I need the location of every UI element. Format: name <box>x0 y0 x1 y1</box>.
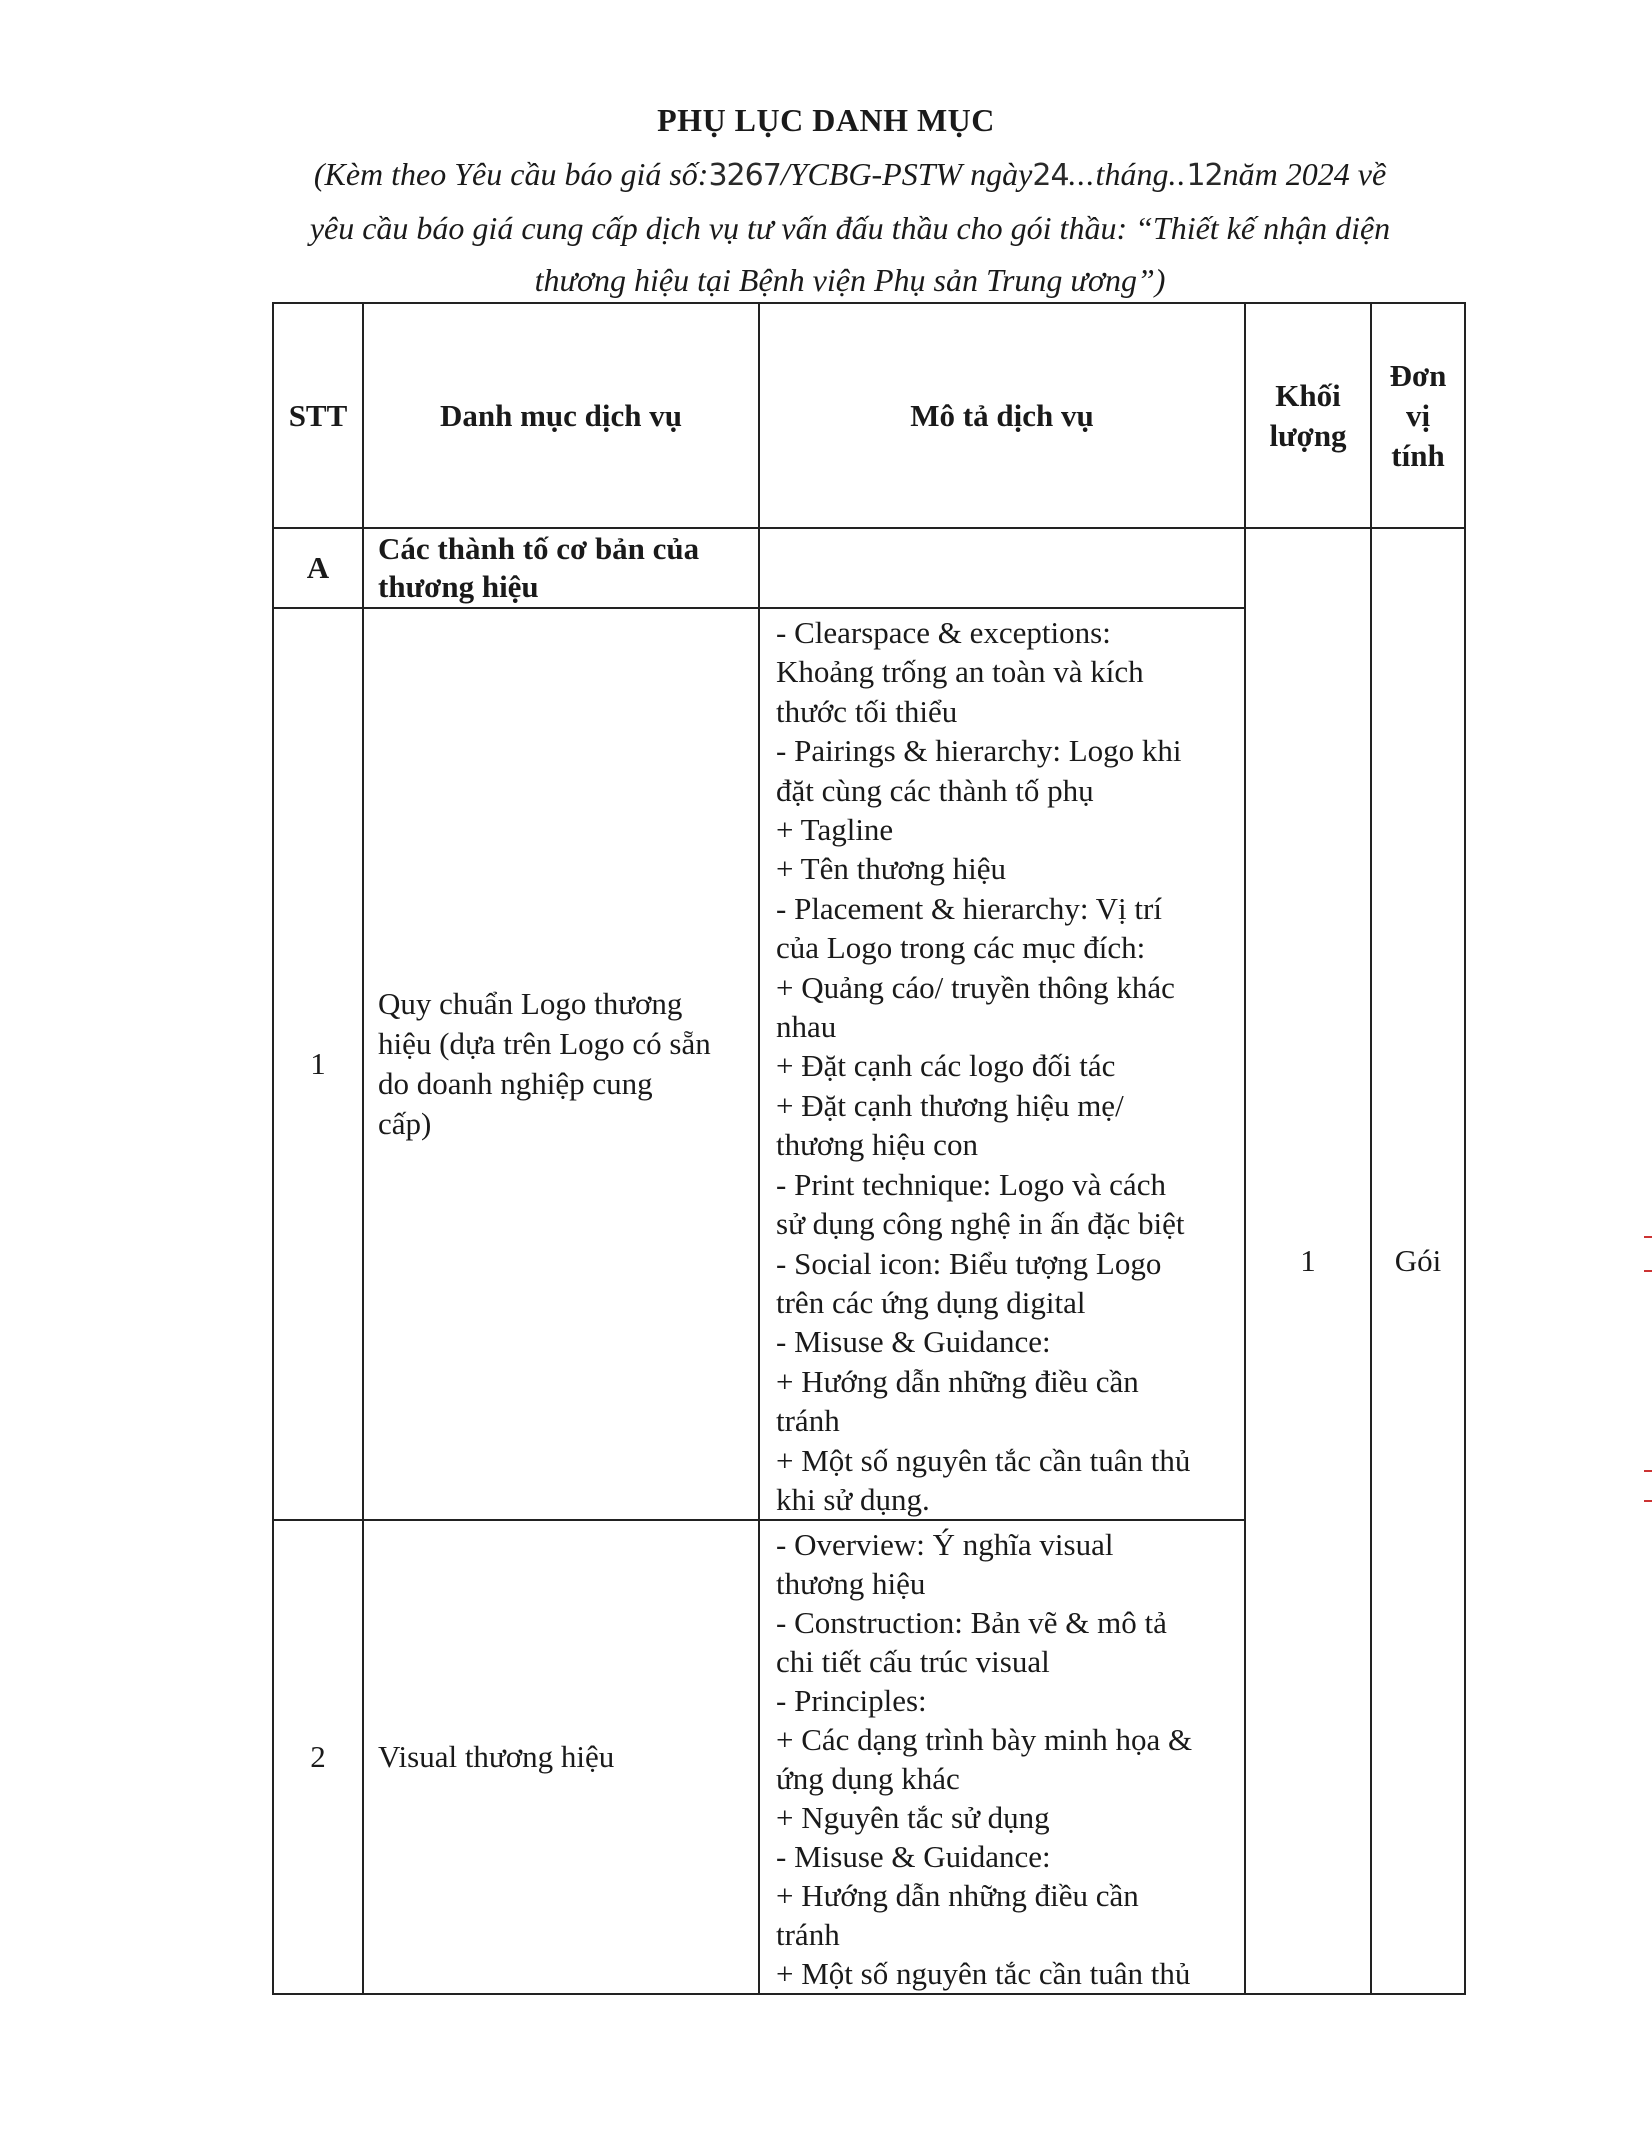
description-line: + Đặt cạnh các logo đối tác <box>776 1048 1116 1084</box>
description-line: tránh <box>776 1403 840 1439</box>
row-name <box>363 608 759 1520</box>
header-quantity-line: Khối <box>1275 377 1341 413</box>
description-line: - Pairings & hierarchy: Logo khi <box>776 733 1182 769</box>
section-name-line: thương hiệu <box>378 569 539 604</box>
row-name-line: do doanh nghiệp cung <box>378 1066 653 1102</box>
row-name-line: Quy chuẩn Logo thương <box>378 986 683 1022</box>
scan-margin-mark <box>1644 1236 1652 1238</box>
description-line: - Print technique: Logo và cách <box>776 1166 1166 1202</box>
handwritten-month: 12 <box>1186 158 1223 193</box>
subtitle-text: tháng <box>1095 156 1169 192</box>
section-name-line: Các thành tố cơ bản của <box>378 531 700 566</box>
description-line: + Các dạng trình bày minh họa & <box>776 1722 1193 1758</box>
unit-cell: Gói <box>1371 528 1465 1994</box>
description-line: + Nguyên tắc sử dụng <box>776 1800 1050 1836</box>
description-line: + Tên thương hiệu <box>776 851 1007 887</box>
row-stt: 2 <box>273 1520 363 1994</box>
description-line: sử dụng công nghệ in ấn đặc biệt <box>776 1206 1185 1242</box>
header-unit <box>1371 303 1465 528</box>
section-name <box>363 528 759 608</box>
description-line: - Placement & hierarchy: Vị trí <box>776 890 1162 926</box>
header-description: Mô tả dịch vụ <box>759 303 1245 528</box>
description-line: + Hướng dẫn những điều cần <box>776 1878 1139 1914</box>
description-line: + Một số nguyên tắc cần tuân thủ <box>776 1442 1191 1478</box>
header-stt: STT <box>273 303 363 528</box>
header-quantity <box>1245 303 1371 528</box>
header-category: Danh mục dịch vụ <box>363 303 759 528</box>
dots: .. <box>1168 156 1187 192</box>
row-description <box>759 1520 1245 1994</box>
row-name-line: cấp) <box>378 1106 432 1142</box>
description-line: + Quảng cáo/ truyền thông khác <box>776 969 1175 1005</box>
row-name-line: hiệu (dựa trên Logo có sẵn <box>378 1026 711 1062</box>
description-line: + Một số nguyên tắc cần tuân thủ <box>776 1956 1191 1992</box>
handwritten-request-number: 3267 <box>708 158 781 193</box>
description-line: - Clearspace & exceptions: <box>776 615 1111 650</box>
quantity-cell: 1 <box>1245 528 1371 1994</box>
header-unit-line: tính <box>1391 437 1445 473</box>
row-stt: 1 <box>273 608 363 1520</box>
description-line: - Misuse & Guidance: <box>776 1839 1051 1875</box>
description-line: + Hướng dẫn những điều cần <box>776 1363 1139 1399</box>
subtitle-text: năm 2024 về <box>1222 156 1387 192</box>
subtitle-text: (Kèm theo Yêu cầu báo giá số: <box>313 156 709 192</box>
description-line: thương hiệu <box>776 1566 926 1602</box>
header-quantity-line: lượng <box>1269 417 1347 453</box>
description-line: - Misuse & Guidance: <box>776 1324 1051 1360</box>
description-line: + Đặt cạnh thương hiệu mẹ/ <box>776 1087 1124 1123</box>
row-description <box>759 608 1245 1520</box>
description-line: trên các ứng dụng digital <box>776 1284 1086 1320</box>
row-name-line: Visual thương hiệu <box>378 1739 615 1775</box>
subtitle-text: /YCBG-PSTW ngày <box>780 156 1033 192</box>
page-title: PHỤ LỤC DANH MỤC <box>657 102 995 138</box>
subtitle-line-3: thương hiệu tại Bệnh viện Phụ sản Trung ương”) <box>534 262 1166 298</box>
subtitle-line-2: yêu cầu báo giá cung cấp dịch vụ tư vấn đấu thầu cho gói thầu: “Thiết kế nhận diện <box>309 210 1391 246</box>
header-unit-line: vị <box>1405 397 1431 433</box>
scan-margin-mark <box>1644 1270 1652 1272</box>
description-line: khi sử dụng. <box>776 1481 930 1517</box>
description-line: thước tối thiểu <box>776 693 958 729</box>
description-line: - Overview: Ý nghĩa visual <box>776 1527 1114 1563</box>
section-description <box>759 528 1245 608</box>
table-header-row <box>273 303 1465 528</box>
description-line: - Social icon: Biểu tượng Logo <box>776 1245 1162 1281</box>
description-line: - Construction: Bản vẽ & mô tả <box>776 1605 1167 1641</box>
service-table <box>272 302 1466 1995</box>
table-row-section-a <box>273 528 1465 608</box>
description-line: ứng dụng khác <box>776 1761 960 1797</box>
description-line: tránh <box>776 1917 840 1953</box>
subtitle-line-1 <box>250 148 1450 202</box>
scan-margin-mark <box>1644 1470 1652 1472</box>
description-line: nhau <box>776 1009 837 1045</box>
dots: ... <box>1068 156 1096 192</box>
section-stt: A <box>273 528 363 608</box>
description-line: Khoảng trống an toàn và kích <box>776 654 1144 690</box>
row-name <box>363 1520 759 1994</box>
description-line: chi tiết cấu trúc visual <box>776 1644 1050 1680</box>
handwritten-day: 24 <box>1032 158 1069 193</box>
scan-margin-mark <box>1644 1500 1652 1502</box>
description-line: thương hiệu con <box>776 1127 978 1163</box>
description-line: của Logo trong các mục đích: <box>776 930 1146 966</box>
description-line: đặt cùng các thành tố phụ <box>776 772 1094 808</box>
header-unit-line: Đơn <box>1389 357 1447 393</box>
description-line: + Tagline <box>776 812 894 848</box>
description-line: - Principles: <box>776 1683 927 1719</box>
subtitle <box>250 148 1450 306</box>
